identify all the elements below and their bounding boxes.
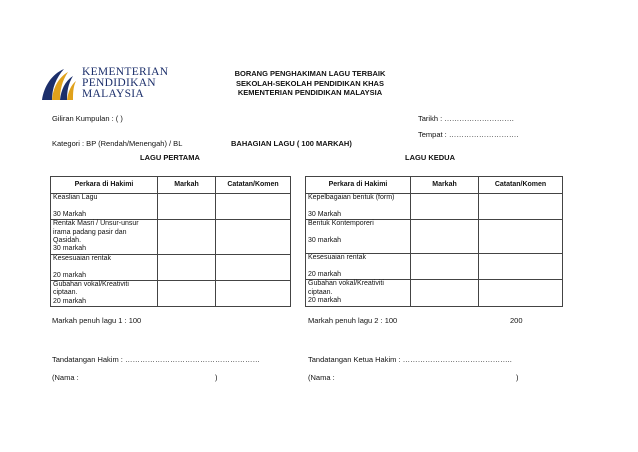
table-row xyxy=(306,220,563,254)
markah-cell[interactable] xyxy=(411,280,479,306)
markah-cell[interactable] xyxy=(411,194,479,220)
table-row xyxy=(51,281,291,307)
markah-cell[interactable] xyxy=(411,220,479,254)
table-row xyxy=(306,254,563,280)
lagu-kedua-table xyxy=(305,176,563,307)
markah-cell[interactable] xyxy=(411,254,479,280)
tandatangan-hakim-field: Tandatangan Hakim : ……………………………………………… xyxy=(52,355,260,364)
bahagian-lagu-heading: BAHAGIAN LAGU ( 100 MARKAH) xyxy=(231,139,352,148)
ministry-emblem-icon xyxy=(38,66,80,102)
nama-hakim-label: (Nama : xyxy=(52,373,79,382)
form-title-line-2: SEKOLAH-SEKOLAH PENDIDIKAN KHAS xyxy=(236,78,384,88)
criteria-cell: Rentak Masri / Unsur-unsur irama padang pasir dan Qasidah. 30 markah xyxy=(51,220,158,255)
table-header-row xyxy=(51,177,291,194)
logo-line-1: KEMENTERIAN xyxy=(82,66,169,78)
lagu-pertama-table xyxy=(50,176,291,307)
markah-cell[interactable] xyxy=(158,220,216,255)
total-markah: 200 xyxy=(510,316,523,325)
table-row xyxy=(51,254,291,280)
giliran-kumpulan-field: Giliran Kumpulan : ( ) xyxy=(52,114,123,123)
table-header-row xyxy=(306,177,563,194)
catatan-cell[interactable] xyxy=(216,220,291,255)
table-row xyxy=(51,194,291,220)
criteria-cell: Keaslian Lagu 30 Markah xyxy=(51,194,158,220)
table-row xyxy=(306,194,563,220)
logo-line-2: PENDIDIKAN xyxy=(82,77,156,89)
logo-line-3: MALAYSIA xyxy=(82,88,145,100)
lagu-kedua-heading: LAGU KEDUA xyxy=(405,153,455,162)
header-catatan: Catatan/Komen xyxy=(479,177,563,194)
nama-ketua-close: ) xyxy=(516,373,519,382)
nama-hakim-close: ) xyxy=(215,373,218,382)
catatan-cell[interactable] xyxy=(479,194,563,220)
markah-cell[interactable] xyxy=(158,254,216,280)
kategori-field: Kategori : BP (Rendah/Menengah) / BL xyxy=(52,139,183,148)
header-catatan: Catatan/Komen xyxy=(216,177,291,194)
tempat-field: Tempat : ………………………. xyxy=(418,130,519,139)
catatan-cell[interactable] xyxy=(216,281,291,307)
header-markah: Markah xyxy=(411,177,479,194)
criteria-cell: Kepelbagaian bentuk (form) 30 Markah xyxy=(306,194,411,220)
table-row xyxy=(306,280,563,306)
markah-cell[interactable] xyxy=(158,281,216,307)
form-title-line-3: KEMENTERIAN PENDIDIKAN MALAYSIA xyxy=(237,88,383,97)
header-markah: Markah xyxy=(158,177,216,194)
tarikh-field: Tarikh : ………………………. xyxy=(418,114,514,123)
catatan-cell[interactable] xyxy=(479,220,563,254)
catatan-cell[interactable] xyxy=(479,280,563,306)
header-perkara: Perkara di Hakimi xyxy=(51,177,158,194)
criteria-cell: Bentuk Kontemporeri 30 markah xyxy=(306,220,411,254)
header-perkara: Perkara di Hakimi xyxy=(306,177,411,194)
catatan-cell[interactable] xyxy=(216,194,291,220)
markah-cell[interactable] xyxy=(158,194,216,220)
ministry-logo xyxy=(38,66,188,102)
criteria-cell: Gubahan vokal/Kreativiti ciptaan. 20 markah xyxy=(51,281,158,307)
catatan-cell[interactable] xyxy=(479,254,563,280)
catatan-cell[interactable] xyxy=(216,254,291,280)
nama-ketua-label: (Nama : xyxy=(308,373,335,382)
markah-penuh-lagu-2: Markah penuh lagu 2 : 100 xyxy=(308,316,398,325)
table-row xyxy=(51,220,291,255)
criteria-cell: Kesesuaian rentak 20 markah xyxy=(306,254,411,280)
lagu-pertama-heading: LAGU PERTAMA xyxy=(140,153,200,162)
form-title-line-1: BORANG PENGHAKIMAN LAGU TERBAIK xyxy=(234,69,386,78)
criteria-cell: Kesesuaian rentak 20 markah xyxy=(51,254,158,280)
tandatangan-ketua-hakim-field: Tandatangan Ketua Hakim : …………………………………….. xyxy=(308,355,512,364)
criteria-cell: Gubahan vokal/Kreativiti ciptaan. 20 markah xyxy=(306,280,411,306)
markah-penuh-lagu-1: Markah penuh lagu 1 : 100 xyxy=(52,316,142,325)
